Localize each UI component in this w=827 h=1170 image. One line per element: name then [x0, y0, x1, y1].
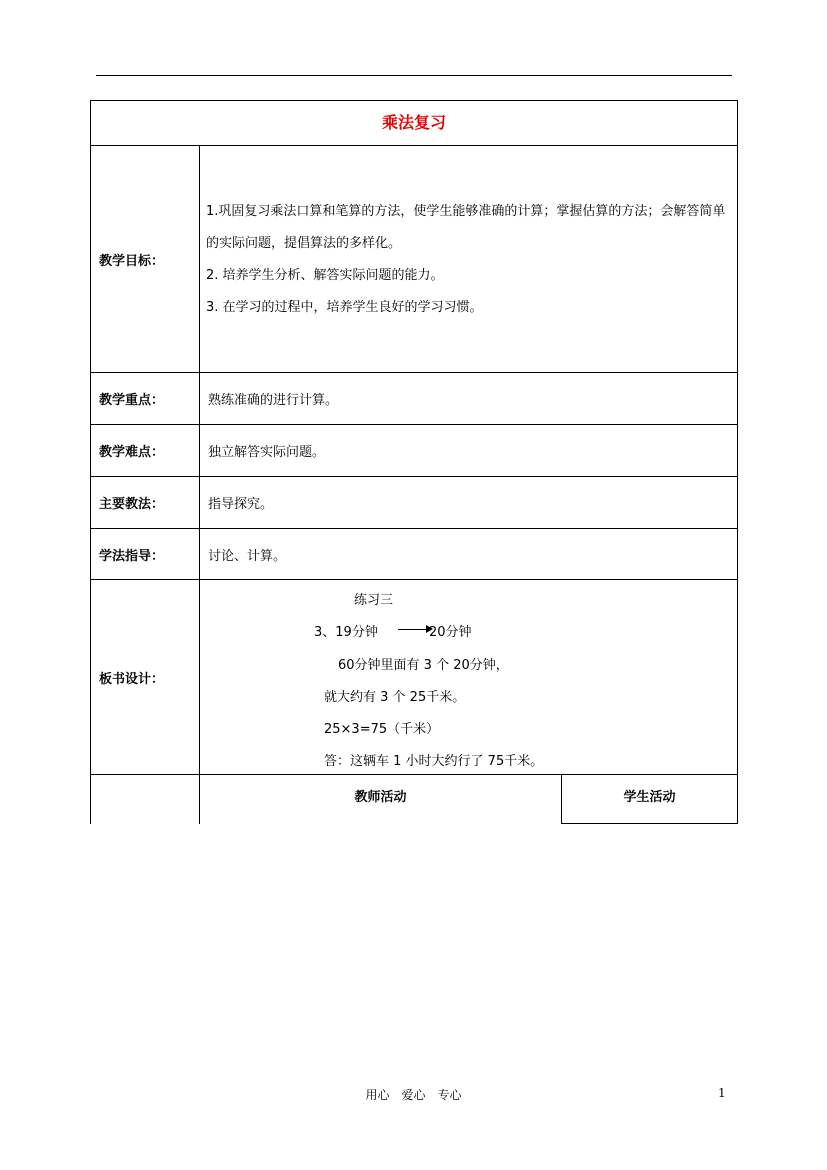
goal-item-3: 3. 在学习的过程中，培养学生良好的学习习惯。	[206, 300, 483, 315]
methods-row	[90, 476, 738, 528]
study-guide-label: 学法指导：	[90, 528, 199, 579]
page-number: 1	[718, 1086, 726, 1100]
goals-content	[199, 145, 738, 372]
key-points-row	[90, 372, 738, 424]
lesson-title: 乘法复习	[90, 100, 738, 145]
header-rule	[96, 75, 732, 76]
difficulties-content: 独立解答实际问题。	[199, 424, 738, 476]
board-label: 板书设计：	[90, 579, 199, 774]
board-arrow-left: 3、19分钟	[314, 625, 378, 640]
key-points-content: 熟练准确的进行计算。	[199, 372, 738, 424]
goal-item-2: 2. 培养学生分析、解答实际问题的能力。	[206, 268, 444, 283]
board-line-2: 就大约有 3 个 25千米。	[324, 690, 466, 705]
teacher-activity-header: 教师活动	[199, 774, 561, 824]
board-content	[199, 579, 738, 774]
board-heading: 练习三	[354, 593, 394, 608]
footer-text: 用心 爱心 专心	[365, 1088, 462, 1102]
activities-empty-cell	[90, 774, 199, 824]
goal-item-1: 1.巩固复习乘法口算和笔算的方法，使学生能够准确的计算；掌握估算的方法；会解答简单的实际问题，提倡算法的多样化。	[206, 204, 726, 251]
methods-content: 指导探究。	[199, 476, 738, 528]
study-guide-row	[90, 528, 738, 579]
title-row	[90, 100, 738, 145]
activities-row	[90, 774, 738, 824]
methods-label: 主要教法：	[90, 476, 199, 528]
board-row	[90, 579, 738, 774]
goals-label: 教学目标：	[90, 145, 199, 372]
board-line-4: 答：这辆车 1 小时大约行了 75千米。	[324, 754, 544, 769]
board-line-1: 60分钟里面有 3 个 20分钟，	[338, 658, 509, 673]
goals-row	[90, 145, 738, 372]
difficulties-label: 教学难点：	[90, 424, 199, 476]
difficulties-row	[90, 424, 738, 476]
study-guide-content: 讨论、计算。	[199, 528, 738, 579]
board-line-3: 25×3=75（千米）	[324, 722, 440, 737]
student-activity-header: 学生活动	[561, 774, 738, 824]
key-points-label: 教学重点：	[90, 372, 199, 424]
board-arrow-right: 20分钟	[429, 625, 472, 640]
arrow-line	[398, 629, 428, 630]
